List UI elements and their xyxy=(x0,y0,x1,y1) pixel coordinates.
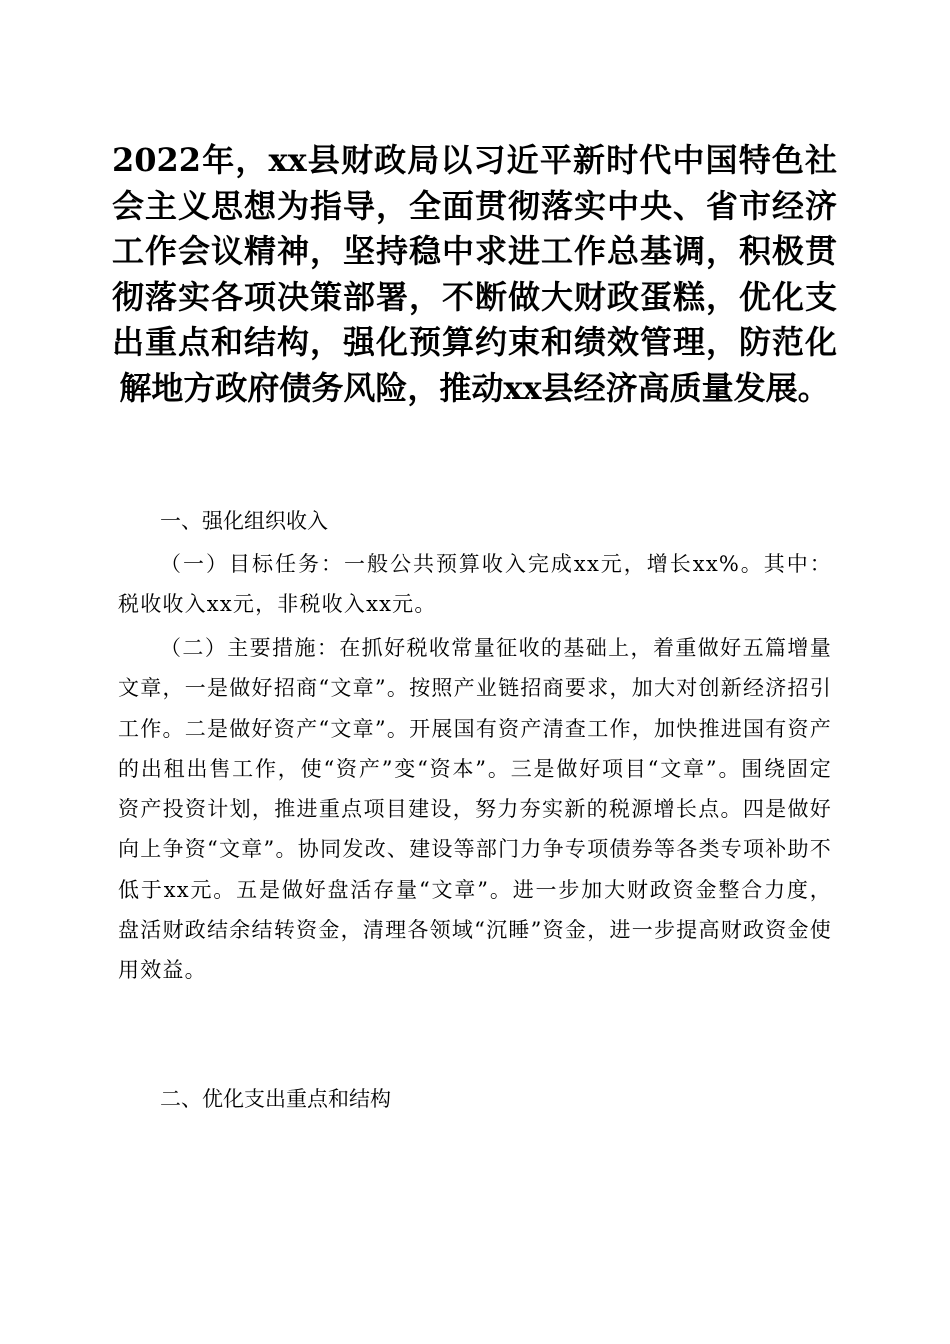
paragraph-target-tasks: （一）目标任务：一般公共预算收入完成xx元，增长xx%。其中：税收收入xx元，非税收入xx元。 xyxy=(118,552,832,617)
section-heading-2: 二、优化支出重点和结构 xyxy=(160,1087,391,1111)
document-title: 2022年，xx县财政局以习近平新时代中国特色社会主义思想为指导，全面贯彻落实中央、省市经济工作会议精神，坚持稳中求进工作总基调，积极贯彻落实各项决策部署，不断做大财政蛋糕，优化支出重点和结构，强化预算约束和绩效管理，防范化解地方政府债务风险，推动xx县经济高质量发展。 xyxy=(112,141,837,407)
paragraph-main-measures: （二）主要措施：在抓好税收常量征收的基础上，着重做好五篇增量文章，一是做好招商“文章”。按照产业链招商要求，加大对创新经济招引工作。二是做好资产“文章”。开展国有资产清查工作，加快推进国有资产的出租出售工作，使“资产”变“资本”。三是做好项目“文章”。围绕固定资产投资计划，推进重点项目建设，努力夯实新的税源增长点。四是做好向上争资“文章”。协同发改、建设等部门力争专项债券等各类专项补助不低于xx元。五是做好盘活存量“文章”。进一步加大财政资金整合力度，盘活财政结余结转资金，清理各领域“沉睡”资金，进一步提高财政资金使用效益。 xyxy=(118,636,832,983)
section-heading-1: 一、强化组织收入 xyxy=(160,509,328,533)
